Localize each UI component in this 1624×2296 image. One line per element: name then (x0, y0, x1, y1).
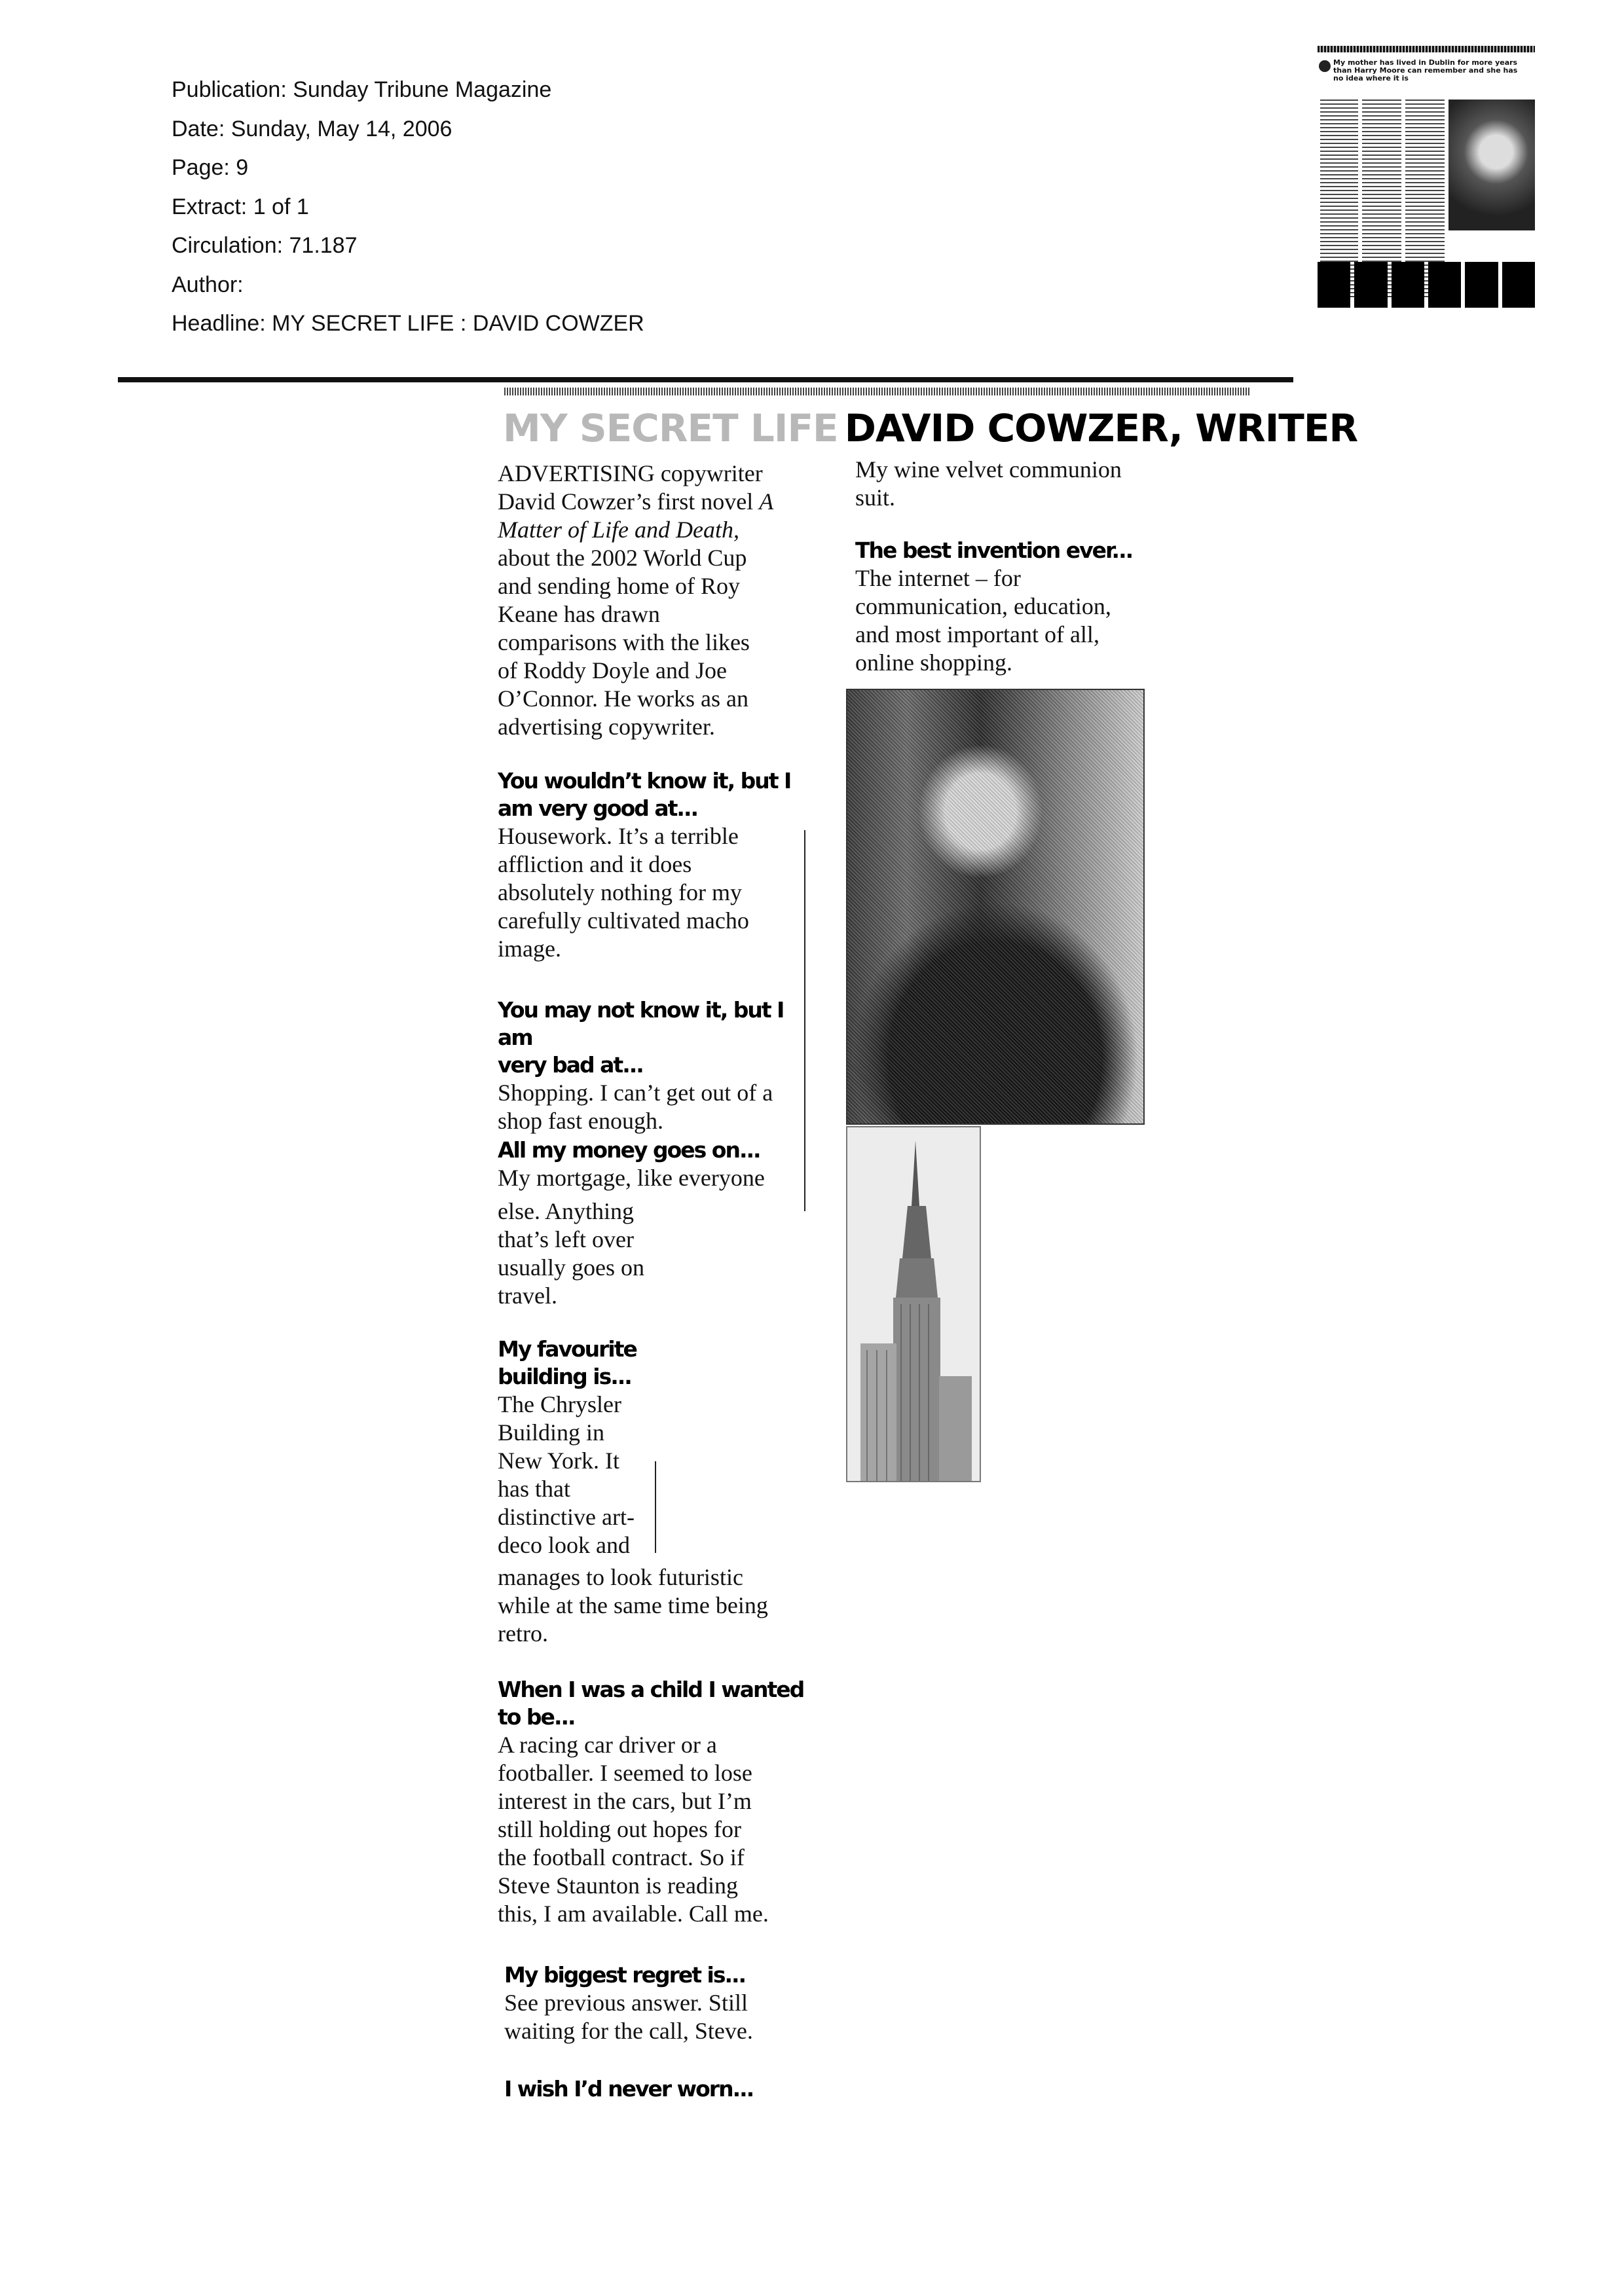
page-thumbnail (1318, 46, 1535, 313)
chrysler-building-photo (846, 1126, 981, 1482)
answer-line: travel. (498, 1283, 557, 1309)
article-headline (503, 406, 1357, 450)
answer-line: The internet – for (855, 565, 1021, 591)
answer-line: My wine velvet communion (855, 456, 1122, 483)
question-regret: My biggest regret is... (504, 1962, 746, 1988)
question-childhood: to be... (498, 1704, 575, 1730)
article-title: DAVID COWZER, WRITER (844, 406, 1358, 450)
qa-shopping (498, 996, 805, 1135)
answer-line: absolutely nothing for my (498, 879, 742, 905)
thumbnail-block (1502, 262, 1535, 308)
answer-line: image. (498, 936, 561, 962)
qa-childhood (498, 1676, 812, 1928)
meta-author: Author: (172, 272, 244, 297)
answer-line: while at the same time being (498, 1592, 768, 1618)
question-good-at: You wouldn’t know it, but I (498, 768, 791, 793)
answer-line: affliction and it does (498, 851, 692, 877)
question-best-invention: The best invention ever... (855, 538, 1133, 563)
column-rule (655, 1461, 656, 1553)
question-building: My favourite (498, 1336, 637, 1362)
answer-line: waiting for the call, Steve. (504, 2018, 753, 2044)
meta-publication: Publication: Sunday Tribune Magazine (172, 77, 552, 102)
author-portrait-photo (846, 689, 1145, 1125)
intro-line: comparisons with the likes (498, 629, 750, 655)
intro-line: of Roddy Doyle and Joe (498, 657, 727, 683)
thumbnail-top-bar (1318, 46, 1535, 52)
answer-line: that’s left over (498, 1226, 634, 1252)
intro-line: ADVERTISING copywriter (498, 460, 763, 486)
answer-line: Building in (498, 1419, 605, 1446)
meta-circulation: Circulation: 71.187 (172, 233, 358, 258)
answer-line: The Chrysler (498, 1391, 621, 1417)
intro-line: Keane has drawn (498, 601, 660, 627)
answer-line: suit. (855, 484, 896, 511)
answer-line: carefully cultivated macho (498, 907, 749, 934)
answer-line: Shopping. I can’t get out of a (498, 1080, 773, 1106)
qa-regret (504, 1961, 812, 2045)
intro-line: and sending home of Roy (498, 573, 740, 599)
answer-line: online shopping. (855, 649, 1012, 676)
headline-top-border (504, 388, 1251, 395)
answer-line: A racing car driver or a (498, 1732, 717, 1758)
answer-line: Housework. It’s a terrible (498, 823, 739, 849)
question-wish-never-worn: I wish I’d never worn... (504, 2076, 754, 2102)
qa-housework (498, 767, 805, 963)
answer-line: has that (498, 1476, 570, 1502)
answer-line: New York. It (498, 1448, 620, 1474)
answer-line: shop fast enough. (498, 1108, 663, 1134)
answer-line: manages to look futuristic (498, 1564, 743, 1590)
answer-line: deco look and (498, 1532, 630, 1558)
meta-extract: Extract: 1 of 1 (172, 194, 309, 219)
answer-line: and most important of all, (855, 621, 1099, 647)
intro-line: O’Connor. He works as an (498, 685, 748, 712)
question-money: All my money goes on... (498, 1137, 760, 1163)
thumbnail-headline: My mother has lived in Dublin for more years than Harry Moore can remember and she has no idea where it is (1333, 58, 1518, 82)
article-column-right (855, 456, 1156, 512)
intro-book-title: Matter of Life and Death, (498, 517, 739, 543)
answer-line: this, I am available. Call me. (498, 1901, 769, 1927)
meta-date: Date: Sunday, May 14, 2006 (172, 116, 452, 141)
question-building: building is... (498, 1364, 631, 1389)
answer-line: See previous answer. Still (504, 1990, 748, 2016)
qa-building (498, 1336, 805, 1648)
thumbnail-photo (1449, 100, 1535, 230)
answer-line: usually goes on (498, 1254, 644, 1281)
intro-line: advertising copywriter. (498, 714, 715, 740)
thumbnail-block (1318, 262, 1350, 308)
section-label: MY SECRET LIFE (503, 406, 838, 450)
answer-line: distinctive art- (498, 1504, 635, 1530)
meta-page: Page: 9 (172, 155, 249, 180)
header-divider (118, 377, 1293, 382)
article-column-left (498, 460, 805, 741)
thumbnail-block (1392, 262, 1424, 308)
answer-line: My mortgage, like everyone (498, 1165, 765, 1191)
answer-line: Steve Staunton is reading (498, 1872, 738, 1899)
thumbnail-footer-blocks (1318, 262, 1535, 308)
column-rule (804, 830, 805, 1211)
question-bad-at: very bad at... (498, 1052, 643, 1078)
answer-line: retro. (498, 1620, 548, 1647)
answer-line: else. Anything (498, 1198, 634, 1224)
qa-money (498, 1137, 805, 1310)
thumbnail-block (1465, 262, 1498, 308)
answer-line: communication, education, (855, 593, 1111, 619)
question-childhood: When I was a child I wanted (498, 1677, 804, 1702)
answer-line: footballer. I seemed to lose (498, 1760, 752, 1786)
answer-line: still holding out hopes for (498, 1816, 741, 1842)
intro-line: about the 2002 World Cup (498, 545, 747, 571)
meta-headline: Headline: MY SECRET LIFE : DAVID COWZER (172, 311, 644, 336)
question-good-at: am very good at... (498, 795, 698, 821)
intro-line: David Cowzer’s first novel A (498, 488, 774, 515)
qa-best-invention (855, 537, 1156, 677)
answer-line: interest in the cars, but I’m (498, 1788, 752, 1814)
photo-halftone (847, 690, 1143, 1123)
thumbnail-block (1428, 262, 1461, 308)
thumbnail-block (1354, 262, 1387, 308)
clipping-metadata (172, 71, 644, 344)
qa-wish-never-worn (504, 2075, 812, 2103)
question-bad-at: You may not know it, but I am (498, 997, 784, 1050)
answer-line: the football contract. So if (498, 1844, 745, 1870)
thumbnail-logo-icon (1319, 60, 1331, 72)
chrysler-building-illustration (847, 1127, 980, 1481)
